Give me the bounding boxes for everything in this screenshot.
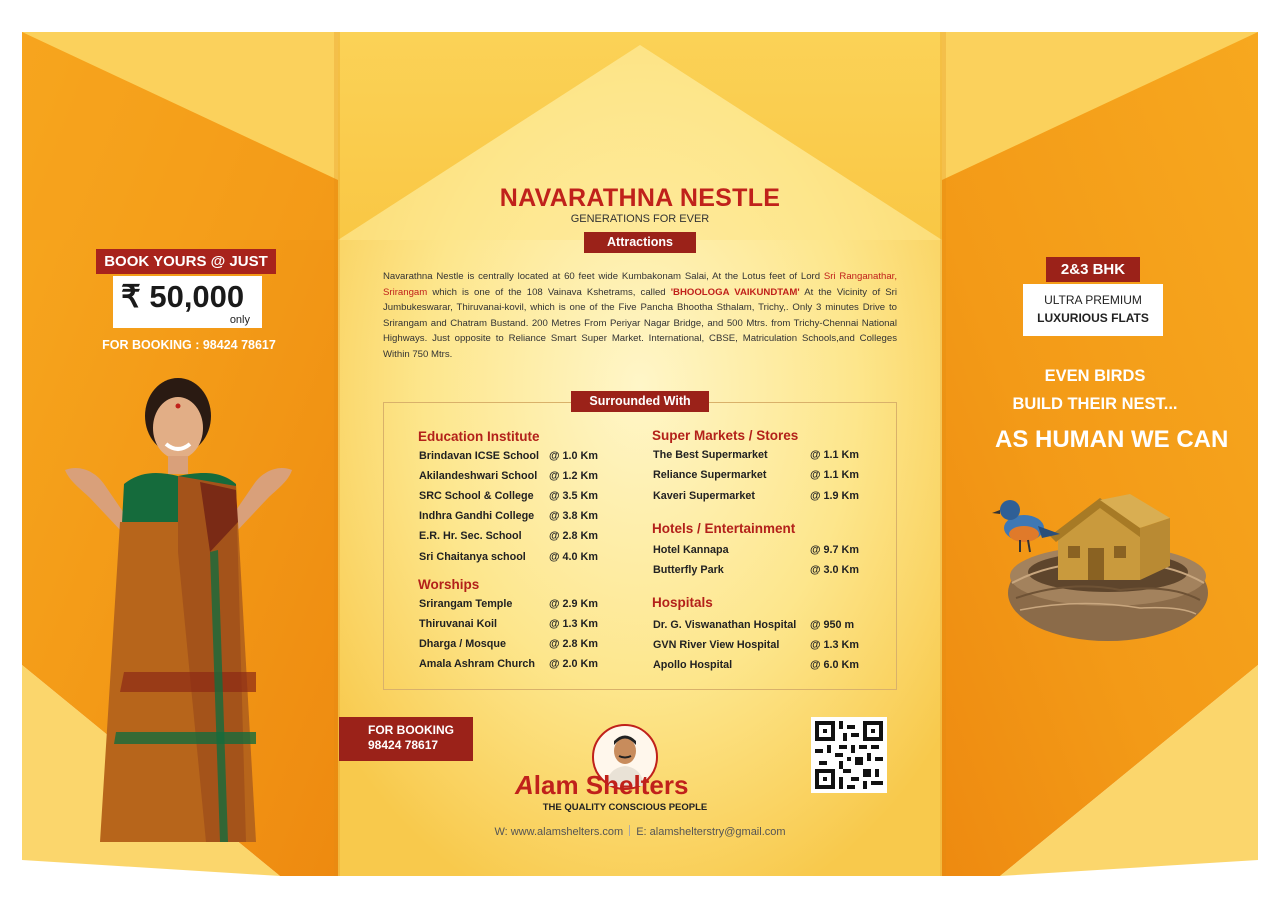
email-link[interactable]: E: alamshelterstry@gmail.com <box>636 826 786 838</box>
booking-phone-left: FOR BOOKING : 98424 78617 <box>102 338 276 352</box>
list-item: Apollo Hospital <box>653 659 733 671</box>
para-highlight-ranganathar: Sri Ranganathar, Srirangam <box>383 271 897 298</box>
list-item-distance: @ 1.0 Km <box>549 450 598 462</box>
list-item-distance: @ 950 m <box>810 619 855 631</box>
booking-tag <box>339 717 473 761</box>
list-item: GVN River View Hospital <box>653 639 780 651</box>
list-item: Srirangam Temple <box>419 598 513 610</box>
list-item: Indhra Gandhi College <box>419 510 535 522</box>
list-item-distance: @ 1.9 Km <box>810 490 859 502</box>
booking-tag-phone: 98424 78617 <box>368 738 439 752</box>
booking-tag-label: FOR BOOKING <box>368 723 454 737</box>
slogan-line-1: EVEN BIRDS <box>1044 367 1146 385</box>
list-item: Akilandeshwari School <box>419 470 538 482</box>
price-box <box>113 276 262 328</box>
qr-code-icon <box>815 721 883 789</box>
slogan-line-3: AS HUMAN WE CAN <box>995 426 1229 453</box>
category-supermarkets: Super Markets / Stores <box>652 428 799 443</box>
list-item: Sri Chaitanya school <box>419 551 526 563</box>
list-item: Kaveri Supermarket <box>653 490 756 502</box>
bhk-badge: 2&3 BHK <box>1046 257 1140 282</box>
list-item: The Best Supermarket <box>653 449 768 461</box>
list-item-distance: @ 9.7 Km <box>810 544 859 556</box>
project-subtitle: GENERATIONS FOR EVER <box>570 213 710 225</box>
project-title: NAVARATHNA NESTLE <box>499 184 781 212</box>
list-item-distance: @ 1.1 Km <box>810 449 859 461</box>
list-item: Hotel Kannapa <box>653 544 729 556</box>
list-item: SRC School & College <box>419 490 534 502</box>
contact-line <box>440 825 840 838</box>
list-item-distance: @ 2.9 Km <box>549 598 598 610</box>
list-item-distance: @ 2.8 Km <box>549 638 598 650</box>
list-item-distance: @ 1.2 Km <box>549 470 598 482</box>
list-item-distance: @ 1.3 Km <box>810 639 859 651</box>
list-item-distance: @ 4.0 Km <box>549 551 598 563</box>
list-item-distance: @ 6.0 Km <box>810 659 859 671</box>
para-part-3: which is one of the 108 Vainava Kshetrams, called <box>427 286 671 298</box>
list-item: Thiruvanai Koil <box>419 618 497 630</box>
list-item-distance: @ 1.1 Km <box>810 469 859 481</box>
price-value: ₹ 50,000 <box>121 279 245 314</box>
category-worships: Worships <box>418 577 480 592</box>
brand-logo-initial: A <box>515 770 534 800</box>
para-highlight-bhoologa: 'BHOOLOGA VAIKUNDTAM' <box>670 286 800 298</box>
category-education: Education Institute <box>418 429 540 444</box>
contact-divider <box>629 825 630 836</box>
list-item: E.R. Hr. Sec. School <box>419 530 522 542</box>
flat-type-box <box>1023 284 1163 336</box>
list-item-distance: @ 3.5 Km <box>549 490 598 502</box>
brand-tagline: THE QUALITY CONSCIOUS PEOPLE <box>542 802 708 813</box>
category-hospitals: Hospitals <box>652 595 713 610</box>
list-item-distance: @ 2.0 Km <box>549 658 598 670</box>
woman-in-saree-image <box>60 372 300 842</box>
category-hotels: Hotels / Entertainment <box>652 521 796 536</box>
para-part-5: At the Vicinity of Sri Jumbukeswarar, Thiruvanai-kovil, which is one of the Five Pancha Bhootha Sthalam, Trichy,. Only 3 minutes Drive to Srirangam and Chatram Bustand. 200 Metres From Periyar Nagar Bridge, and 500 Mtrs. from Trichy-Chennai National Highways. Just opposite to Reliance Smart Super Market. International, CBSE, Matriculation Schools,and Colleges Within 750 Mtrs. <box>383 286 897 360</box>
price-note: only <box>229 314 250 326</box>
list-item: Amala Ashram Church <box>419 658 535 670</box>
website-link[interactable]: W: www.alamshelters.com <box>494 826 624 838</box>
list-item: Dr. G. Viswanathan Hospital <box>653 619 797 631</box>
qr-code[interactable] <box>811 717 887 793</box>
bird-nest-house-image <box>990 488 1220 648</box>
list-item-distance: @ 3.8 Km <box>549 510 598 522</box>
list-item: Reliance Supermarket <box>653 469 767 481</box>
book-yours-label: BOOK YOURS @ JUST <box>96 249 276 274</box>
brand-logo-name <box>515 770 755 801</box>
ultra-premium-label: ULTRA PREMIUM <box>1044 293 1142 307</box>
attractions-paragraph <box>383 269 897 362</box>
list-item-distance: @ 1.3 Km <box>549 618 598 630</box>
list-item: Butterfly Park <box>653 564 724 576</box>
surrounded-with-label: Surrounded With <box>571 391 709 412</box>
list-item: Dharga / Mosque <box>419 638 506 650</box>
para-part-1: Navarathna Nestle is centrally located at 60 feet wide Kumbakonam Salai, At the Lotus feet of Lord <box>383 271 824 282</box>
slogan-line-2: BUILD THEIR NEST... <box>1012 395 1178 413</box>
list-item-distance: @ 3.0 Km <box>810 564 859 576</box>
brand-logo-rest: lam Shelters <box>533 770 689 800</box>
list-item: Brindavan ICSE School <box>419 450 539 462</box>
luxurious-flats-label: LUXURIOUS FLATS <box>1037 311 1149 325</box>
list-item-distance: @ 2.8 Km <box>549 530 598 542</box>
attractions-label: Attractions <box>584 232 696 253</box>
